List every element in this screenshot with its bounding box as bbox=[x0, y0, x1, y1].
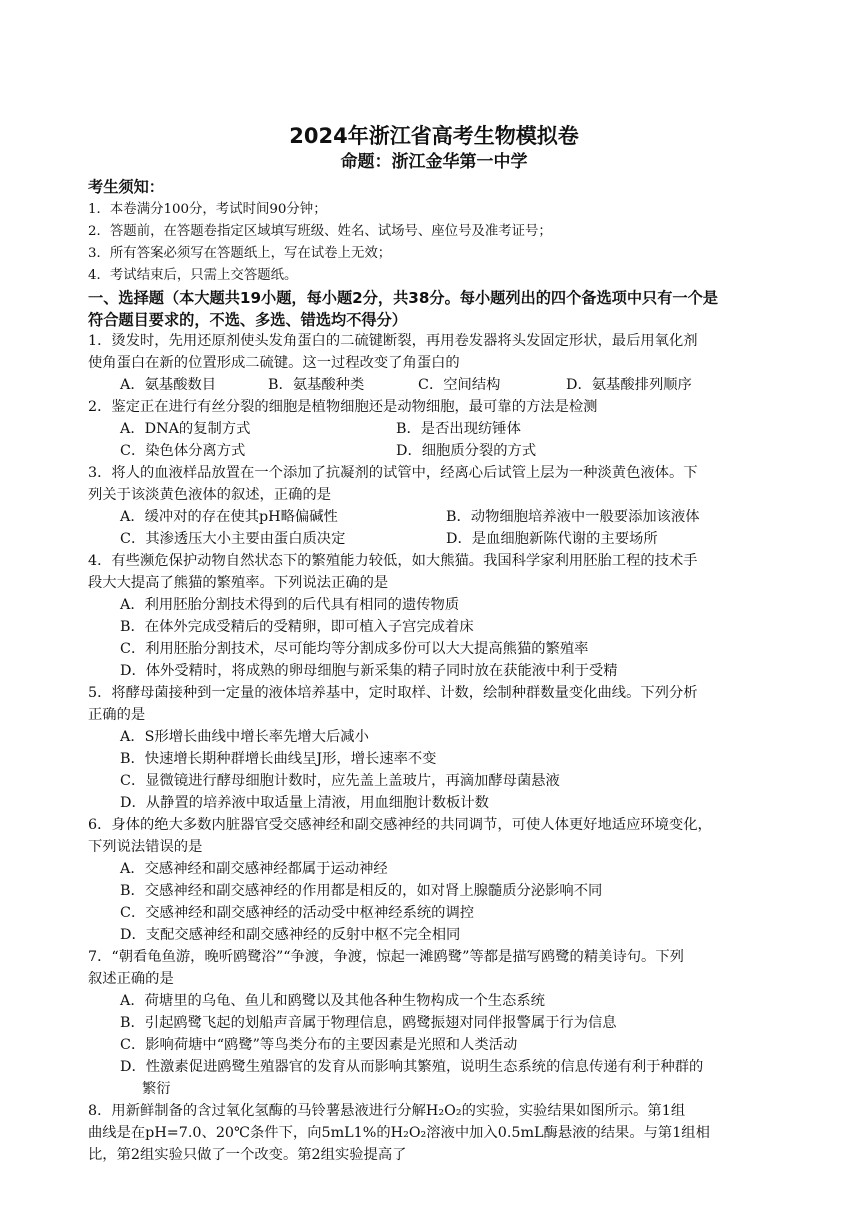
option-b: B．是否出现纺锤体 bbox=[396, 421, 521, 437]
option-d: D．体外受精时，将成熟的卵母细胞与新采集的精子同时放在获能液中利于受精 bbox=[120, 663, 618, 679]
option-b: B．氨基酸种类 bbox=[268, 377, 365, 393]
option-a: A．交感神经和副交感神经都属于运动神经 bbox=[120, 861, 388, 877]
page-title: 2024年浙江省高考生物模拟卷 bbox=[289, 124, 579, 148]
question-stem: 8．用新鲜制备的含过氧化氢酶的马铃薯悬液进行分解H₂O₂的实验，实验结果如图所示。第1组 bbox=[88, 1103, 686, 1119]
question-stem: 正确的是 bbox=[88, 707, 146, 723]
option-b: B．交感神经和副交感神经的作用都是相反的，如对肾上腺髓质分泌影响不同 bbox=[120, 883, 603, 899]
question-stem: 2．鉴定正在进行有丝分裂的细胞是植物细胞还是动物细胞，最可靠的方法是检测 bbox=[88, 399, 598, 415]
option-c: C．空间结构 bbox=[418, 377, 501, 393]
option-c: C．利用胚胎分割技术，尽可能均等分割成多份可以大大提高熊猫的繁殖率 bbox=[120, 641, 589, 657]
option-d: D．从静置的培养液中取适量上清液，用血细胞计数板计数 bbox=[120, 795, 489, 811]
notice-item: 1．本卷满分100分，考试时间90分钟； bbox=[88, 202, 327, 217]
question-stem: 下列说法错误的是 bbox=[88, 839, 203, 855]
question-stem: 曲线是在pH=7.0、20℃条件下，向5mL1%的H₂O₂溶液中加入0.5mL酶悬液的结果。与第1组相 bbox=[88, 1125, 710, 1141]
option-a: A．S形增长曲线中增长率先增大后减小 bbox=[120, 729, 369, 745]
option-c: C．染色体分离方式 bbox=[120, 443, 246, 459]
option-b: B．快速增长期种群增长曲线呈J形，增长速率不变 bbox=[120, 751, 437, 767]
question-stem: 7．“朝看龟鱼游，晚听鸥鹭浴”“争渡，争渡，惊起一滩鸥鹭”等都是描写鸥鹭的精美诗句。下列 bbox=[88, 949, 684, 965]
option-d: D．性激素促进鸥鹭生殖器官的发育从而影响其繁殖，说明生态系统的信息传递有利于种群的 bbox=[120, 1059, 704, 1075]
option-a: A．利用胚胎分割技术得到的后代具有相同的遗传物质 bbox=[120, 597, 460, 613]
question-stem: 列关于该淡黄色液体的叙述，正确的是 bbox=[88, 487, 332, 503]
option-a: A．荷塘里的乌龟、鱼儿和鸥鹭以及其他各种生物构成一个生态系统 bbox=[120, 993, 545, 1009]
option-c: C．其渗透压大小主要由蛋白质决定 bbox=[120, 531, 346, 547]
option-a: A．DNA的复制方式 bbox=[120, 421, 251, 437]
notice-heading: 考生须知： bbox=[88, 178, 164, 196]
notice-item: 4．考试结束后，只需上交答题纸。 bbox=[88, 268, 298, 283]
question-stem: 叙述正确的是 bbox=[88, 971, 174, 987]
question-stem: 比，第2组实验只做了一个改变。第2组实验提高了 bbox=[88, 1147, 407, 1163]
option-b: B．动物细胞培养液中一般要添加该液体 bbox=[446, 509, 700, 525]
page-subtitle: 命题：浙江金华第一中学 bbox=[340, 152, 528, 172]
option-c: C．交感神经和副交感神经的活动受中枢神经系统的调控 bbox=[120, 905, 475, 921]
notice-item: 3．所有答案必须写在答题纸上，写在试卷上无效； bbox=[88, 246, 392, 261]
option-b: B．引起鸥鹭飞起的划船声音属于物理信息，鸥鹭振翅对同伴报警属于行为信息 bbox=[120, 1015, 617, 1031]
question-stem: 6．身体的绝大多数内脏器官受交感神经和副交感神经的共同调节，可使人体更好地适应环境变化， bbox=[88, 817, 712, 833]
section-heading: 一、选择题（本大题共19小题，每小题2分，共38分。每小题列出的四个备选项中只有一个是 bbox=[88, 289, 718, 307]
option-d: D．支配交感神经和副交感神经的反射中枢不完全相同 bbox=[120, 927, 461, 943]
question-stem: 1．烫发时，先用还原剂使头发角蛋白的二硫键断裂，再用卷发器将头发固定形状，最后用氧化剂 bbox=[88, 333, 698, 349]
option-d: D．是血细胞新陈代谢的主要场所 bbox=[446, 531, 658, 547]
option-d-continued: 繁衍 bbox=[142, 1081, 171, 1097]
question-stem: 4．有些濒危保护动物自然状态下的繁殖能力较低，如大熊猫。我国科学家利用胚胎工程的技术手 bbox=[88, 553, 698, 569]
option-c: C．显微镜进行酵母细胞计数时，应先盖上盖玻片，再滴加酵母菌悬液 bbox=[120, 773, 560, 789]
notice-item: 2．答题前，在答题卷指定区域填写班级、姓名、试场号、座位号及准考证号； bbox=[88, 224, 552, 239]
option-a: A．缓冲对的存在使其pH略偏碱性 bbox=[120, 509, 338, 525]
question-stem: 段大大提高了熊猫的繁殖率。下列说法正确的是 bbox=[88, 575, 389, 591]
question-stem: 5．将酵母菌接种到一定量的液体培养基中，定时取样、计数，绘制种群数量变化曲线。下列分析 bbox=[88, 685, 698, 701]
question-stem: 3．将人的血液样品放置在一个添加了抗凝剂的试管中，经离心后试管上层为一种淡黄色液体。下 bbox=[88, 465, 698, 481]
question-stem: 使角蛋白在新的位置形成二硫键。这一过程改变了角蛋白的 bbox=[88, 355, 460, 371]
option-b: B．在体外完成受精后的受精卵，即可植入子宫完成着床 bbox=[120, 619, 474, 635]
option-c: C．影响荷塘中“鸥鹭”等鸟类分布的主要因素是光照和人类活动 bbox=[120, 1037, 518, 1053]
section-heading: 符合题目要求的，不选、多选、错选均不得分） bbox=[88, 311, 407, 329]
option-a: A．氨基酸数目 bbox=[120, 377, 217, 393]
option-d: D．细胞质分裂的方式 bbox=[396, 443, 537, 459]
option-d: D．氨基酸排列顺序 bbox=[566, 377, 692, 393]
